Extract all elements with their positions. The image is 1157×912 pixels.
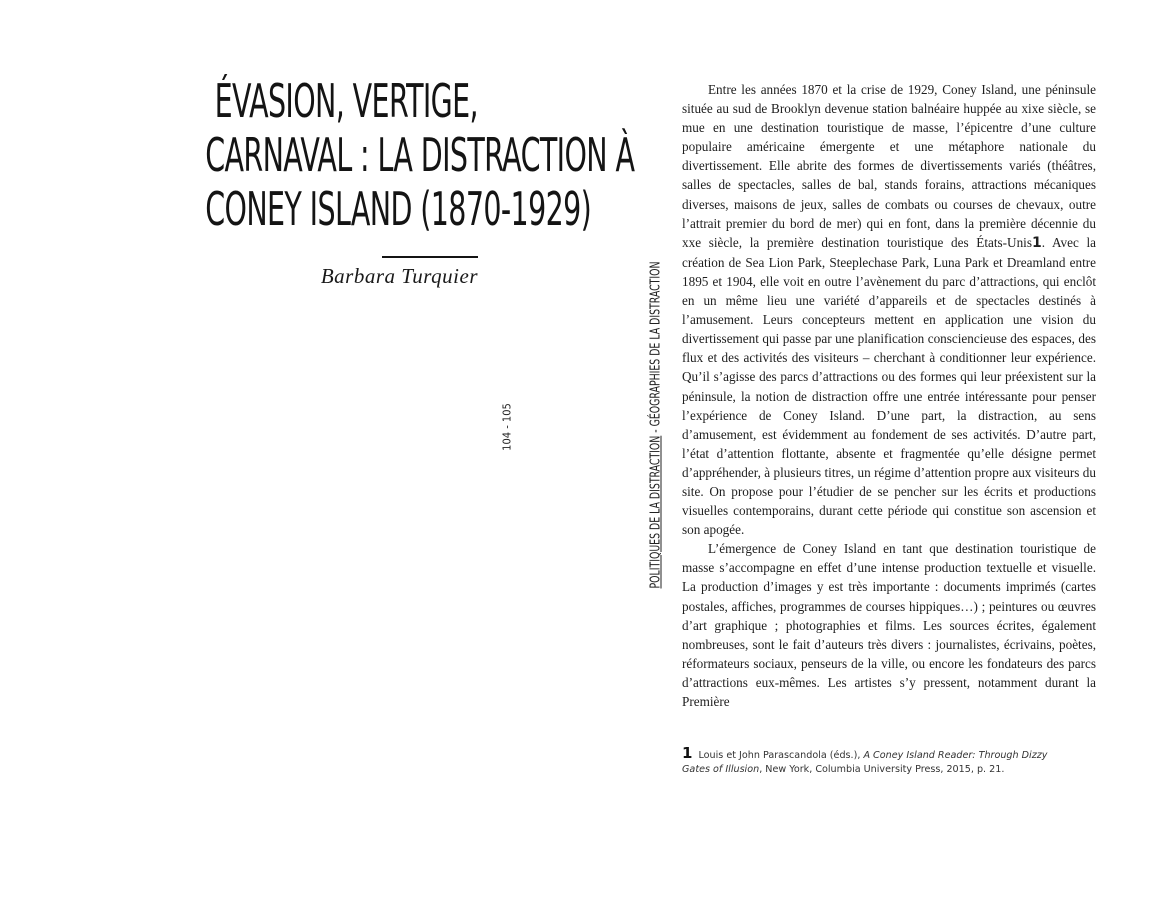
page-numbers xyxy=(497,404,517,449)
title-divider xyxy=(382,256,478,258)
paragraph-1-part-a: Entre les années 1870 et la crise de 1929, Coney Island, une péninsule située au sud de Brooklyn devenue station balnéaire huppée au xixe siècle, se mue en une destination touristique de masse, l’épicentre d’une culture populaire américaine émergente et une métaphore nationale du divertissement. Elle abrite des formes de divertissements variés (théâtres, salles de spectacles, salles de bal, stands forains, attractions mécaniques diverses, maisons de jeux, salles de combats ou courses de chevaux, outre l’attrait premier du bord de mer) qui en font, dans la première décennie du xxe siècle, la première destination touristique des États-Unis xyxy=(682,82,1096,250)
paragraph-1-part-b: . Avec la création de Sea Lion Park, Steeplechase Park, Luna Park et Dreamland entre 1895 et 1904, elle voit en outre l’avènement du parc d’attractions, qui enclôt en un même lieu une variété d’appareils et de spectacles destinés à l’amusement. Leurs concepteurs mettent en application une vision du divertissement qui passe par une planification consciencieuse des espaces, des flux et des activités des visiteurs – cherchant à conditionner leur expérience. Qu’il s’agisse des parcs d’attractions ou des formes qui leur préexistent sur la péninsule, la notion de distraction offre une entrée intéressante pour penser l’expérience de Coney Island. D’une part, la distraction, au sens d’amusement, est évidemment au fondement de ses activités. D’autre part, l’état d’attention flottante, absente et fragmentée qu’elle désigne permet d’appréhender, à plusieurs titres, un régime d’attention propre aux visiteurs du site. On propose pour l’étudier de se pencher sur les écrits et productions visuelles contemporains, durant cette période qui constitue son ascension et son apogée. xyxy=(682,234,1096,538)
footnote-reference[interactable]: 1 xyxy=(1031,234,1042,251)
chapter-title xyxy=(38,74,635,236)
footnote-book-title: A Coney Island Reader: Through Dizzy Gates of Illusion xyxy=(682,750,1048,775)
right-page xyxy=(578,0,1157,912)
running-head-separator: - xyxy=(648,426,664,436)
footnote xyxy=(682,746,1072,777)
paragraph-2: L’émergence de Coney Island en tant que destination touristique de masse s’accompagne en effet d’une intense production textuelle et visuelle. La production d’images y est très importante : documents imprimés (cartes postales, affiches, programmes de courses hippiques…) ; peintures ou œuvres d’art graphique ; photographies et films. Les sources écrites, également nombreuses, sont le fait d’auteurs très divers : journalistes, écrivains, poètes, réformateurs sociaux, penseurs de la ville, ou encore les fondateurs des parcs d’attractions eux-mêmes. Les artistes s’y pressent, notamment durant la Première xyxy=(682,541,1096,709)
title-line-2: CARNAVAL : LA DISTRACTION À xyxy=(205,128,635,182)
page-numbers-label: 104 - 105 xyxy=(500,402,514,451)
footnote-number: 1 xyxy=(682,744,693,762)
running-head xyxy=(644,261,668,589)
running-head-chapter: GÉOGRAPHIES DE LA DISTRACTION xyxy=(648,261,664,427)
body-text xyxy=(682,80,1096,711)
paragraph-1 xyxy=(682,80,1096,539)
footnote-text-b: , New York, Columbia University Press, 2015, p. 21. xyxy=(759,764,1005,775)
footnote-text-a: Louis et John Parascandola (éds.), xyxy=(698,750,864,761)
author-name: Barbara Turquier xyxy=(320,264,478,288)
running-head-text xyxy=(649,261,664,588)
title-line-3: CONEY ISLAND (1870-1929) xyxy=(205,182,592,236)
running-head-section: POLITIQUES DE LA DISTRACTION xyxy=(648,435,664,589)
title-line-1: ÉVASION, VERTIGE, xyxy=(214,74,478,128)
